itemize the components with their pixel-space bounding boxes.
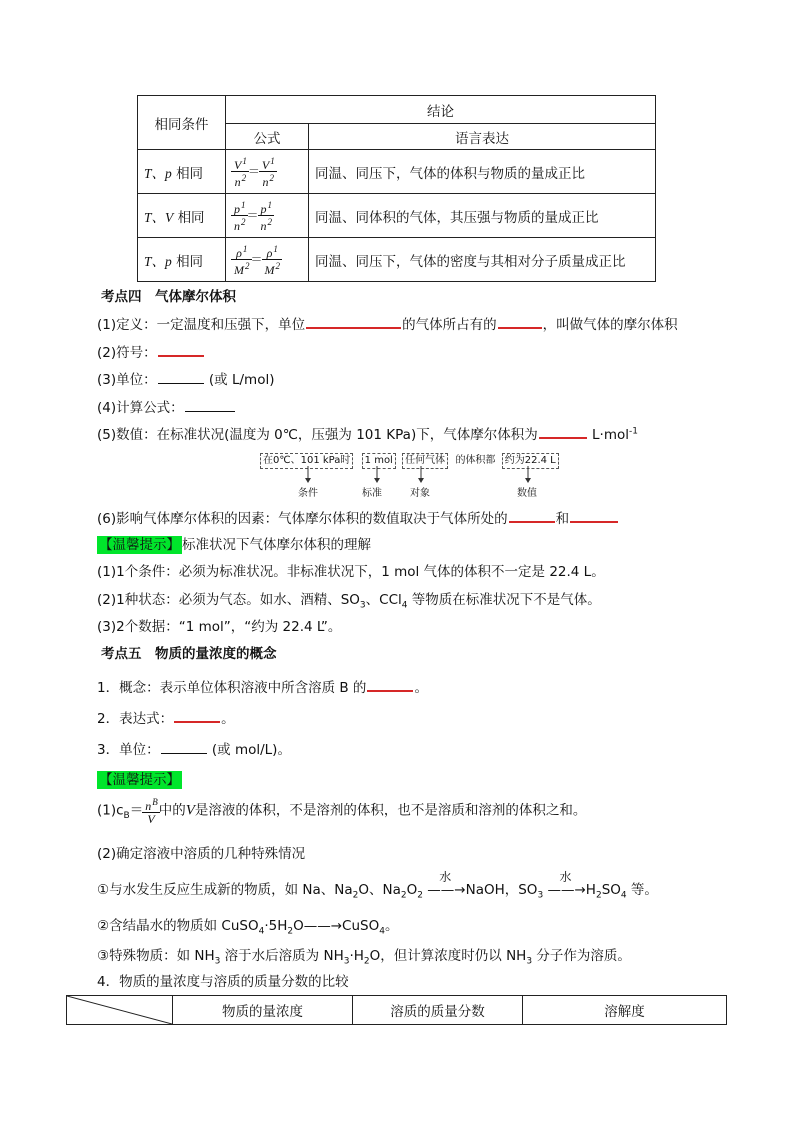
expression-cell: 同温、同压下，气体的体积与物质的量成正比 — [309, 150, 656, 194]
header-formula: 公式 — [226, 124, 309, 150]
header-conditions: 相同条件 — [138, 96, 226, 150]
comparison-heading: 4．物质的量浓度与溶质的质量分数的比较 — [97, 974, 349, 990]
formula-line: (4)计算公式： — [97, 396, 236, 416]
answer-blank — [161, 739, 207, 754]
formula-cell: $\frac{\rho^1}{M^2}$ ＝ $\frac{\rho^1}{M^2}$ — [226, 238, 309, 282]
arrow-head — [374, 478, 380, 483]
tip-item: (3)2个数据：“1 mol”，“约为 22.4 L”。 — [97, 619, 342, 635]
label-object: 对象 — [410, 488, 430, 499]
tip-item: (2)确定溶液中溶质的几种特殊情况 — [97, 846, 306, 862]
diagonal-corner-cell — [67, 996, 173, 1025]
answer-blank — [158, 369, 204, 384]
answer-blank — [185, 397, 235, 412]
tip-label: 【温馨提示】 — [99, 537, 180, 553]
arrow-head — [418, 478, 424, 483]
label-standard: 标准 — [362, 488, 382, 499]
concentration-comparison-table — [66, 995, 727, 1025]
label-condition: 条件 — [298, 488, 318, 499]
factor-line: (6)影响气体摩尔体积的因素：气体摩尔体积的数值取决于气体所处的 和 — [97, 507, 619, 527]
unit-line: (3)单位： (或 L/mol) — [97, 368, 274, 388]
formula-cell: $\frac{p^1}{n^2}$ ＝ $\frac{p^1}{n^2}$ — [226, 194, 309, 238]
symbol-line: (2)符号： — [97, 341, 205, 361]
header-mass-fraction: 溶质的质量分数 — [353, 996, 523, 1025]
table-row — [138, 194, 656, 238]
tip-item: (1)1个条件：必须为标准状况。非标准状况下，1 mol 气体的体积不一定是 22.4 L。 — [97, 564, 605, 580]
answer-blank — [509, 507, 555, 523]
tip-item-hydrate: ②含结晶水的物质如 $CuSO_4\cdot 5H_2O——\to CuSO_4$。 — [97, 918, 399, 937]
tip-title: 标准状况下气体摩尔体积的理解 — [182, 537, 371, 553]
answer-blank — [539, 423, 587, 439]
label-value: 数值 — [517, 488, 537, 499]
table-row — [138, 150, 656, 194]
diagonal-line — [67, 996, 172, 1024]
header-molarity: 物质的量浓度 — [173, 996, 353, 1025]
condition-cell: T、p 相同 — [138, 150, 226, 194]
formula-cell: $\frac{V^1}{n^2}$ ＝ $\frac{V^1}{n^2}$ — [226, 150, 309, 194]
expression-line: 2．表达式： 。 — [97, 707, 235, 727]
value-box: 约为22.4 L — [502, 453, 559, 469]
object-box: 任何气体 — [402, 453, 448, 469]
diagram-mid-text: 的体积都 — [455, 455, 496, 466]
diagram-arrows — [260, 466, 560, 484]
tip-heading — [97, 533, 371, 553]
unit-line-5: 3．单位： (或 mol/L)。 — [97, 738, 291, 758]
ideal-gas-comparison-table — [137, 95, 656, 282]
tip-item-ammonia: ③特殊物质：如 $NH_3$ 溶于水后溶质为 $NH_3\cdot H_2O$，但计算浓度时仍以 $NH_3$ 分子作为溶质。 — [97, 948, 631, 967]
answer-blank — [306, 313, 401, 329]
header-expression: 语言表达 — [309, 124, 656, 150]
table-row — [138, 238, 656, 282]
concept-line: 1．概念：表示单位体积溶液中所含溶质 B 的 。 — [97, 676, 428, 696]
condition-cell: T、V 相同 — [138, 194, 226, 238]
definition-line: (1)定义：一定温度和压强下，单位 的气体所占有的 ，叫做气体的摩尔体积 — [97, 313, 678, 333]
tip-label: 【温馨提示】 — [99, 772, 180, 788]
tip-item: (2)1种状态：必须为气态。如水、酒精、$SO_3$、CCl$_4$ 等物质在标准状况下不是气体。 — [97, 592, 601, 611]
tip-item-formula: $(1)c_B=$ $\frac{n^B}{V}$ 中的V是溶液的体积，不是溶剂的体积，也不是溶质和溶剂的体积之和。 — [97, 797, 587, 826]
header-conclusion: 结论 — [226, 96, 656, 124]
value-line: (5)数值：在标准状况(温度为 0℃，压强为 101 KPa)下，气体摩尔体积为 L·mol$^{-1}$ — [97, 423, 638, 443]
answer-blank — [367, 676, 413, 692]
arrow-head — [525, 478, 531, 483]
header-solubility: 溶解度 — [523, 996, 727, 1025]
expression-cell: 同温、同压下，气体的密度与其相对分子质量成正比 — [309, 238, 656, 282]
expression-cell: 同温、同体积的气体，其压强与物质的量成正比 — [309, 194, 656, 238]
arrow-head — [305, 478, 311, 483]
section5-title: 考点五 物质的量浓度的概念 — [101, 646, 277, 662]
condition-box: 在0℃、101 kPa时 — [260, 453, 353, 469]
condition-cell: T、p 相同 — [138, 238, 226, 282]
answer-blank — [498, 313, 542, 329]
tip-item-reaction: ①与水发生反应生成新的物质，如 Na、$Na_2O$、$Na_2O_2$ 水 ——→NaOH，$SO_3$ 水 $——\to H_2SO_4$ 等。 — [97, 870, 658, 901]
section4-title: 考点四 气体摩尔体积 — [101, 289, 236, 305]
answer-blank — [158, 341, 204, 357]
standard-box: 1 mol — [362, 453, 396, 469]
answer-blank — [174, 707, 220, 723]
answer-blank — [570, 507, 618, 523]
tip-heading-5 — [97, 768, 182, 788]
